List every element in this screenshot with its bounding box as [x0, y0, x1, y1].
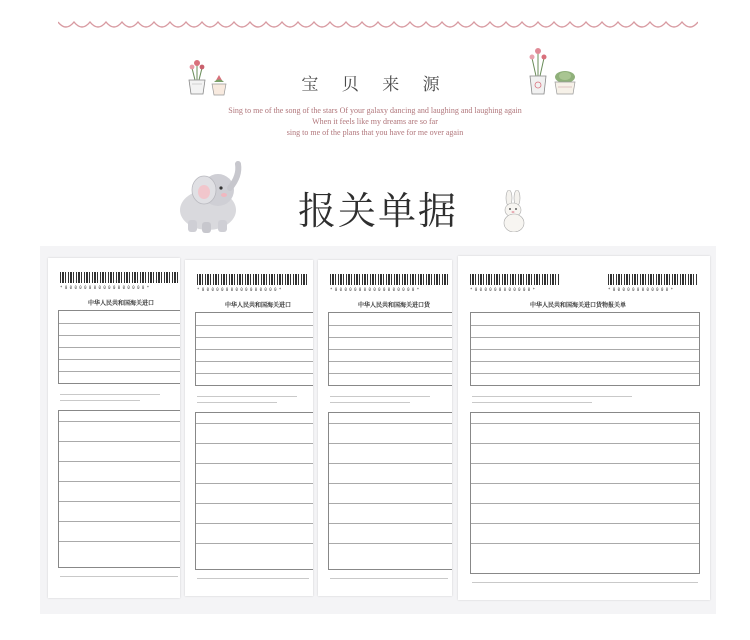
elephant-illustration-icon — [168, 158, 246, 236]
document-title: 中华人民共和国海关进口货物报关单 — [530, 302, 627, 309]
customs-document-4: * 0 0 0 0 0 0 0 0 0 0 0 0 * * 0 0 0 0 0 0 0 0 0 0 0 0 * 中华人民共和国海关进口货物报关单 — [458, 256, 710, 600]
tagline-line-1: Sing to me of the song of the stars Of your galaxy dancing and laughing and laughing again — [228, 106, 522, 115]
tagline-line-3: sing to me of the plans that you have for me over again — [286, 128, 464, 137]
document-title: 中华人民共和国海关进口货 — [358, 302, 431, 309]
rabbit-illustration-icon — [496, 190, 532, 232]
customs-document-1: * 0 0 0 0 0 0 0 0 0 0 0 0 0 0 0 0 0 * 中华人民共和国海关进口 — [48, 258, 180, 598]
page-title: 宝 贝 来 源 — [301, 75, 449, 95]
document-title: 中华人民共和国海关进口 — [225, 302, 292, 309]
tagline-line-2: When it feels like my dreams are so far — [312, 117, 438, 126]
document-title: 中华人民共和国海关进口 — [88, 300, 155, 307]
section-heading: 报关单据 — [298, 189, 459, 233]
customs-documents-area — [40, 246, 716, 614]
customs-document-2: * 0 0 0 0 0 0 0 0 0 0 0 0 0 0 0 0 * 中华人民共和国海关进口 — [185, 260, 313, 596]
customs-document-3: * 0 0 0 0 0 0 0 0 0 0 0 0 0 0 0 0 0 * 中华人民共和国海关进口货 — [318, 260, 452, 596]
scalloped-border — [58, 18, 698, 34]
